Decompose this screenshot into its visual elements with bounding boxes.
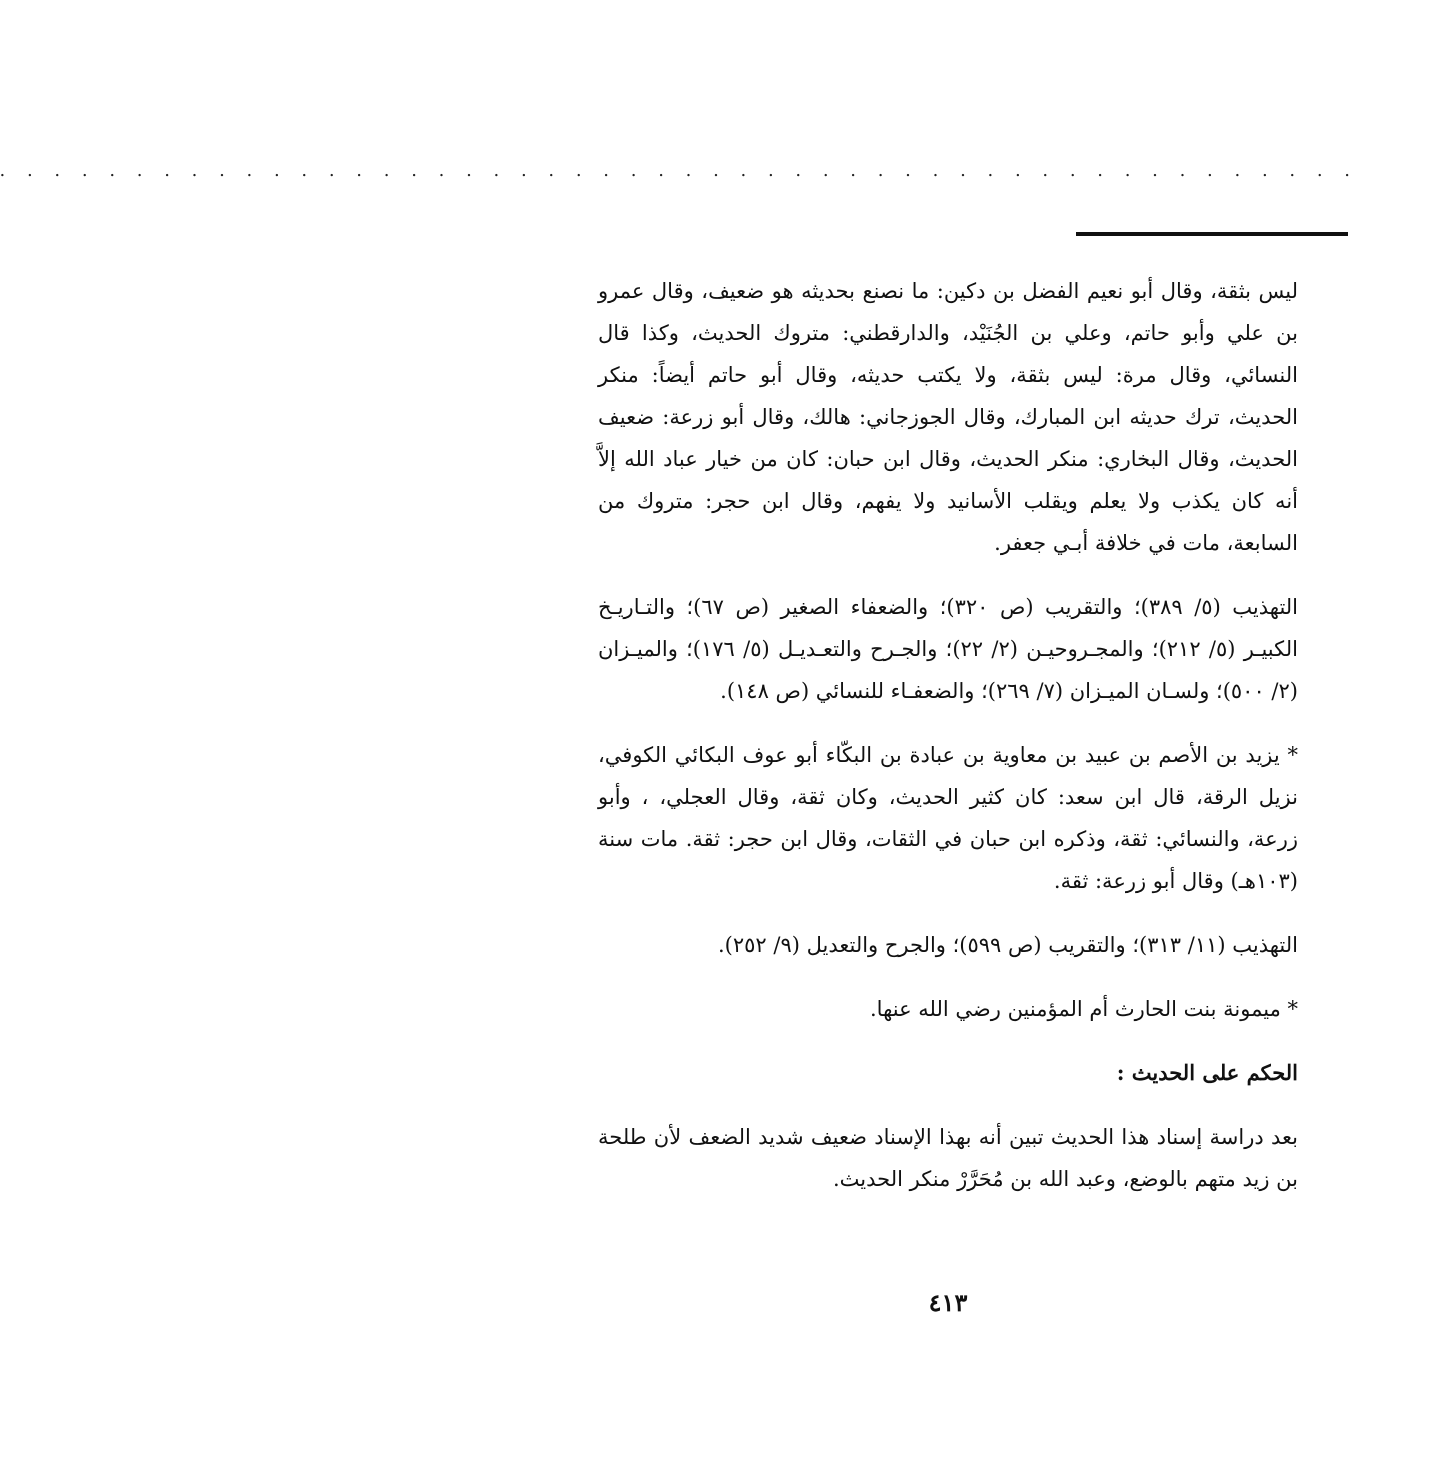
paragraph-maymuna: * ميمونة بنت الحارث أم المؤمنين رضي الله عنها. bbox=[870, 997, 1298, 1021]
paragraph-ruling: بعد دراسة إسناد هذا الحديث تبين أنه بهذا الإسناد ضعيف شديد الضعف لأن طلحة بن زيد متهم بالوضع، وعبد الله بن مُحَرَّرْ منكر الحديث. bbox=[598, 1125, 1298, 1191]
paragraph-references-1: التهذيب (٥/ ٣٨٩)؛ والتقريب (ص ٣٢٠)؛ والضعفاء الصغير (ص ٦٧)؛ والتـاريـخ الكبيـر (٥/ ٢١٢)؛ والمجـروحيـن (٢/ ٢٢)؛ والجـرح والتعـديـل (٥/ ١٧٦)؛ والميـزان (٢/ ٥٠٠)؛ ولسـان الميـزان (٧/ ٢٦٩)؛ والضعفـاء للنسائي (ص ١٤٨). bbox=[598, 595, 1299, 703]
page-number: ٤١٣ bbox=[928, 1288, 968, 1317]
dotted-separator: . . . . . . . . . . . . . . . . . . . . . . . . . . . . . . . . . . . . . . . . . . . . . . . . . . bbox=[0, 160, 1358, 181]
body-text bbox=[598, 270, 1298, 1222]
section-heading-ruling: الحكم على الحديث : bbox=[1116, 1060, 1298, 1085]
section-rule bbox=[1076, 232, 1348, 236]
paragraph-narrator-critique: ليس بثقة، وقال أبو نعيم الفضل بن دكين: ما نصنع بحديثه هو ضعيف، وقال عمرو بن علي وأبو حاتم، وعلي بن الجُنَيْد، والدارقطني: متروك الحديث، وكذا قال النسائي، وقال مرة: ليس بثقة، ولا يكتب حديثه، وقال أبو حاتم أيضاً: منكر الحديث، ترك حديثه ابن المبارك، وقال الجوزجاني: هالك، وقال أبو زرعة: ضعيف الحديث، وقال البخاري: منكر الحديث، وقال ابن حبان: كان من خيار عباد الله إلاَّ أنه كان يكذب ولا يعلم ويقلب الأسانيد ولا يفهم، وقال ابن حجر: متروك من السابعة، مات في خلافة أبـي جعفر. bbox=[598, 279, 1298, 555]
paragraph-yazid-biography: * يزيد بن الأصم بن عبيد بن معاوية بن عبادة بن البكّاء أبو عوف البكائي الكوفي، نزيل الرقة، قال ابن سعد: كان كثير الحديث، وكان ثقة، وقال العجلي، ، وأبو زرعة، والنسائي: ثقة، وذكره ابن حبان في الثقات، وقال ابن حجر: ثقة. مات سنة (١٠٣هـ) وقال أبو زرعة: ثقة. bbox=[598, 743, 1298, 893]
paragraph-references-2: التهذيب (١١/ ٣١٣)؛ والتقريب (ص ٥٩٩)؛ والجرح والتعديل (٩/ ٢٥٢). bbox=[717, 933, 1298, 957]
